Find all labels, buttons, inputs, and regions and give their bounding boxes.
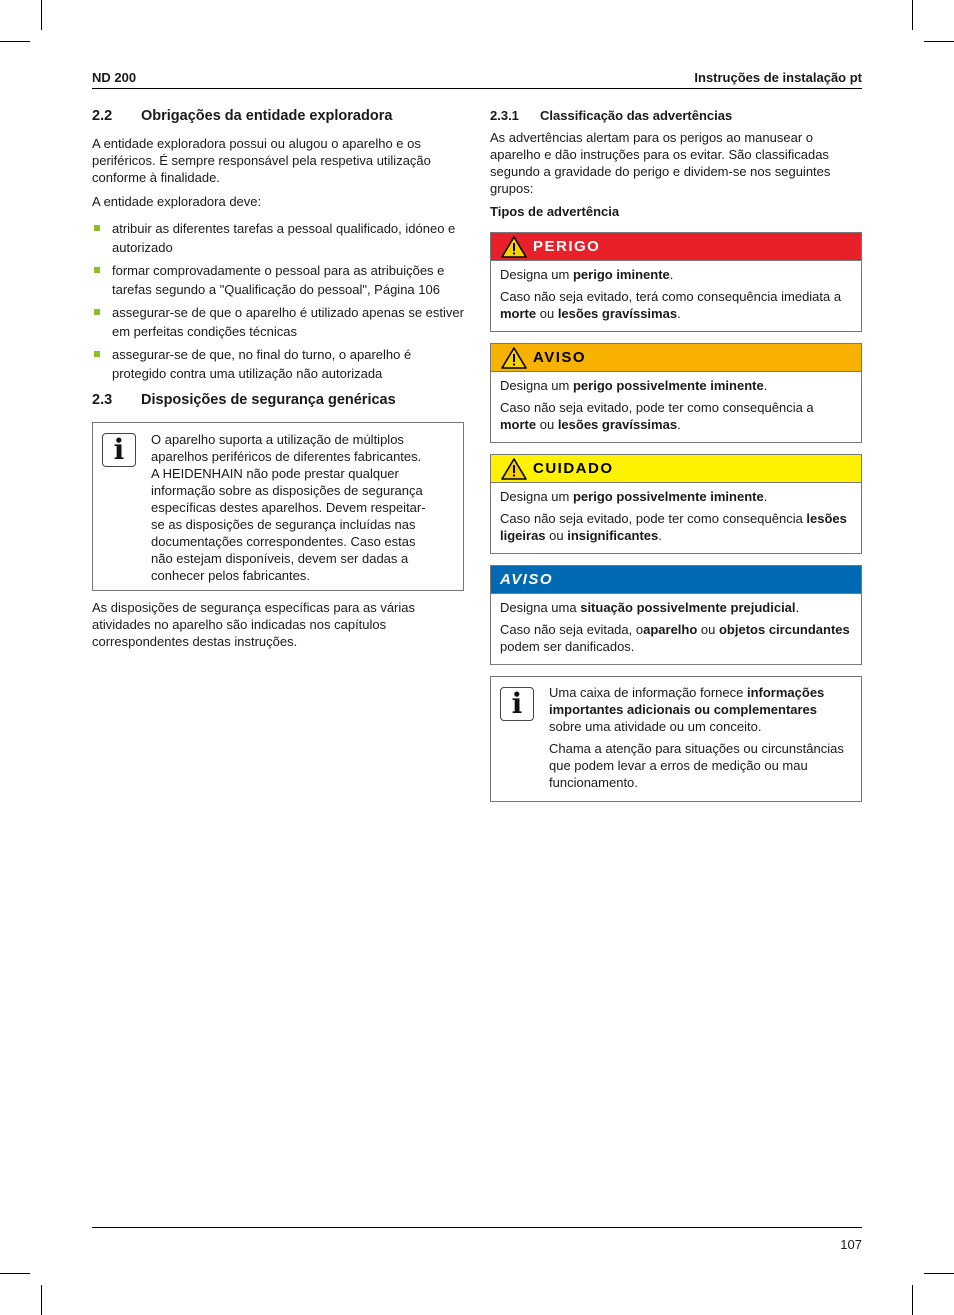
bullet-icon (94, 351, 100, 357)
warning-body (491, 372, 861, 442)
info-line: aparelhos periféricos de diferentes fabricantes. (151, 449, 422, 464)
warning-text: Caso não seja evitado, pode ter como consequência lesões ligeiras ou insignificantes. (500, 511, 847, 543)
warning-text: Designa um perigo possivelmente iminente. (500, 489, 768, 504)
header-doc-title: Instruções de instalação pt (694, 70, 862, 85)
paragraph: A entidade exploradora deve: (92, 194, 262, 209)
signal-bar (491, 233, 861, 261)
page-header (92, 68, 862, 89)
list-item (92, 303, 464, 341)
bullet-icon (94, 309, 100, 315)
info-paragraph: Uma caixa de informação fornece informações importantes adicionais ou complementares sobre uma atividade ou um conceito. (549, 685, 825, 734)
section-title: Obrigações da entidade exploradora (141, 108, 393, 124)
info-box (490, 676, 862, 802)
info-icon: i (93, 423, 151, 590)
info-icon: i (491, 677, 549, 801)
warning-box-nota (490, 565, 862, 665)
signal-word: AVISO (533, 349, 587, 366)
warning-text: Caso não seja evitado, pode ter como consequência a morte ou lesões gravíssimas. (500, 400, 814, 432)
section-heading (92, 391, 464, 409)
info-line: A HEIDENHAIN não pode prestar qualquer (151, 466, 399, 481)
warning-text: Caso não seja evitado, terá como consequência imediata a morte ou lesões gravíssimas. (500, 289, 842, 321)
subheading: Tipos de advertência (490, 204, 620, 219)
crop-mark (0, 41, 30, 42)
bullet-list (92, 219, 464, 383)
subsection-number: 2.3.1 (490, 108, 519, 123)
section-number: 2.2 (92, 108, 113, 124)
page-footer (92, 1227, 862, 1252)
list-item-text: assegurar-se de que, no final do turno, o aparelho é protegido contra uma utilização não autorizada (112, 347, 412, 381)
warning-text: Caso não seja evitada, oaparelho ou objetos circundantes podem ser danificados. (500, 622, 850, 654)
crop-mark (41, 0, 42, 30)
info-line: específicas destes aparelhos. Devem respeitar- (151, 500, 426, 515)
page-number: 107 (840, 1237, 862, 1252)
info-line: conhecer pelos fabricantes. (151, 568, 310, 583)
crop-mark (924, 1273, 954, 1274)
info-paragraph: Chama a atenção para situações ou circunstâncias que podem levar a erros de medição ou mau funcionamento. (549, 741, 844, 790)
info-box (92, 422, 464, 591)
subsection-heading (490, 107, 862, 124)
crop-mark (924, 41, 954, 42)
crop-mark (912, 1285, 913, 1315)
section-heading (92, 107, 464, 125)
info-line: se as disposições de segurança incluídas nas (151, 517, 416, 532)
list-item-text: atribuir as diferentes tarefas a pessoal qualificado, idóneo e autorizado (112, 221, 456, 255)
right-column (490, 100, 862, 802)
info-text (549, 677, 861, 801)
info-line: documentações correspondentes. Caso estas (151, 534, 416, 549)
bullet-icon (94, 225, 100, 231)
signal-word: PERIGO (533, 238, 601, 255)
info-line: O aparelho suporta a utilização de múltiplos (151, 432, 404, 447)
section-number: 2.3 (92, 392, 113, 408)
section-title: Disposições de segurança genéricas (141, 392, 396, 408)
list-item (92, 261, 464, 299)
signal-bar (491, 455, 861, 483)
paragraph: A entidade exploradora possui ou alugou o aparelho e os periféricos. É sempre responsável pela respetiva utilização conforme à finalidade. (92, 136, 431, 185)
paragraph: As advertências alertam para os perigos ao manusear o aparelho e dão instruções para os evitar. São classificadas segundo a gravidade do perigo e dividem-se nos seguintes grupos: (490, 130, 831, 196)
warning-text: Designa um perigo iminente. (500, 267, 674, 282)
info-line: não estejam disponíveis, devem ser dadas a (151, 551, 409, 566)
warning-text: Designa um perigo possivelmente iminente. (500, 378, 768, 393)
list-item-text: formar comprovadamente o pessoal para as atribuições e tarefas segundo a "Qualificação do pessoal", (112, 263, 445, 297)
signal-bar (491, 566, 861, 594)
info-text (151, 423, 438, 590)
crop-mark (41, 1285, 42, 1315)
warning-body (491, 594, 861, 664)
warning-text: Designa uma situação possivelmente prejudicial. (500, 600, 800, 615)
warning-box-cuidado (490, 454, 862, 554)
info-line: informação sobre as disposições de segurança (151, 483, 423, 498)
warning-triangle-icon (501, 458, 527, 480)
left-column (92, 100, 464, 650)
signal-bar (491, 344, 861, 372)
bullet-icon (94, 267, 100, 273)
page-reference-link[interactable]: Página 106 (374, 282, 440, 297)
warning-body (491, 483, 861, 553)
warning-box-aviso (490, 343, 862, 443)
list-item (92, 219, 464, 257)
list-item-text: assegurar-se de que o aparelho é utilizado apenas se estiver em perfeitas condições técnicas (112, 305, 464, 339)
warning-box-perigo (490, 232, 862, 332)
signal-word: CUIDADO (533, 460, 614, 477)
paragraph: As disposições de segurança específicas para as várias atividades no aparelho são indicadas nos capítulos correspondentes destas instruções. (92, 600, 416, 649)
warning-triangle-icon (501, 347, 527, 369)
crop-mark (912, 0, 913, 30)
signal-word: AVISO (500, 571, 554, 588)
header-product: ND 200 (92, 70, 137, 85)
warning-body (491, 261, 861, 331)
crop-mark (0, 1273, 30, 1274)
subsection-title: Classificação das advertências (540, 108, 733, 123)
warning-triangle-icon (501, 236, 527, 258)
list-item (92, 345, 464, 383)
